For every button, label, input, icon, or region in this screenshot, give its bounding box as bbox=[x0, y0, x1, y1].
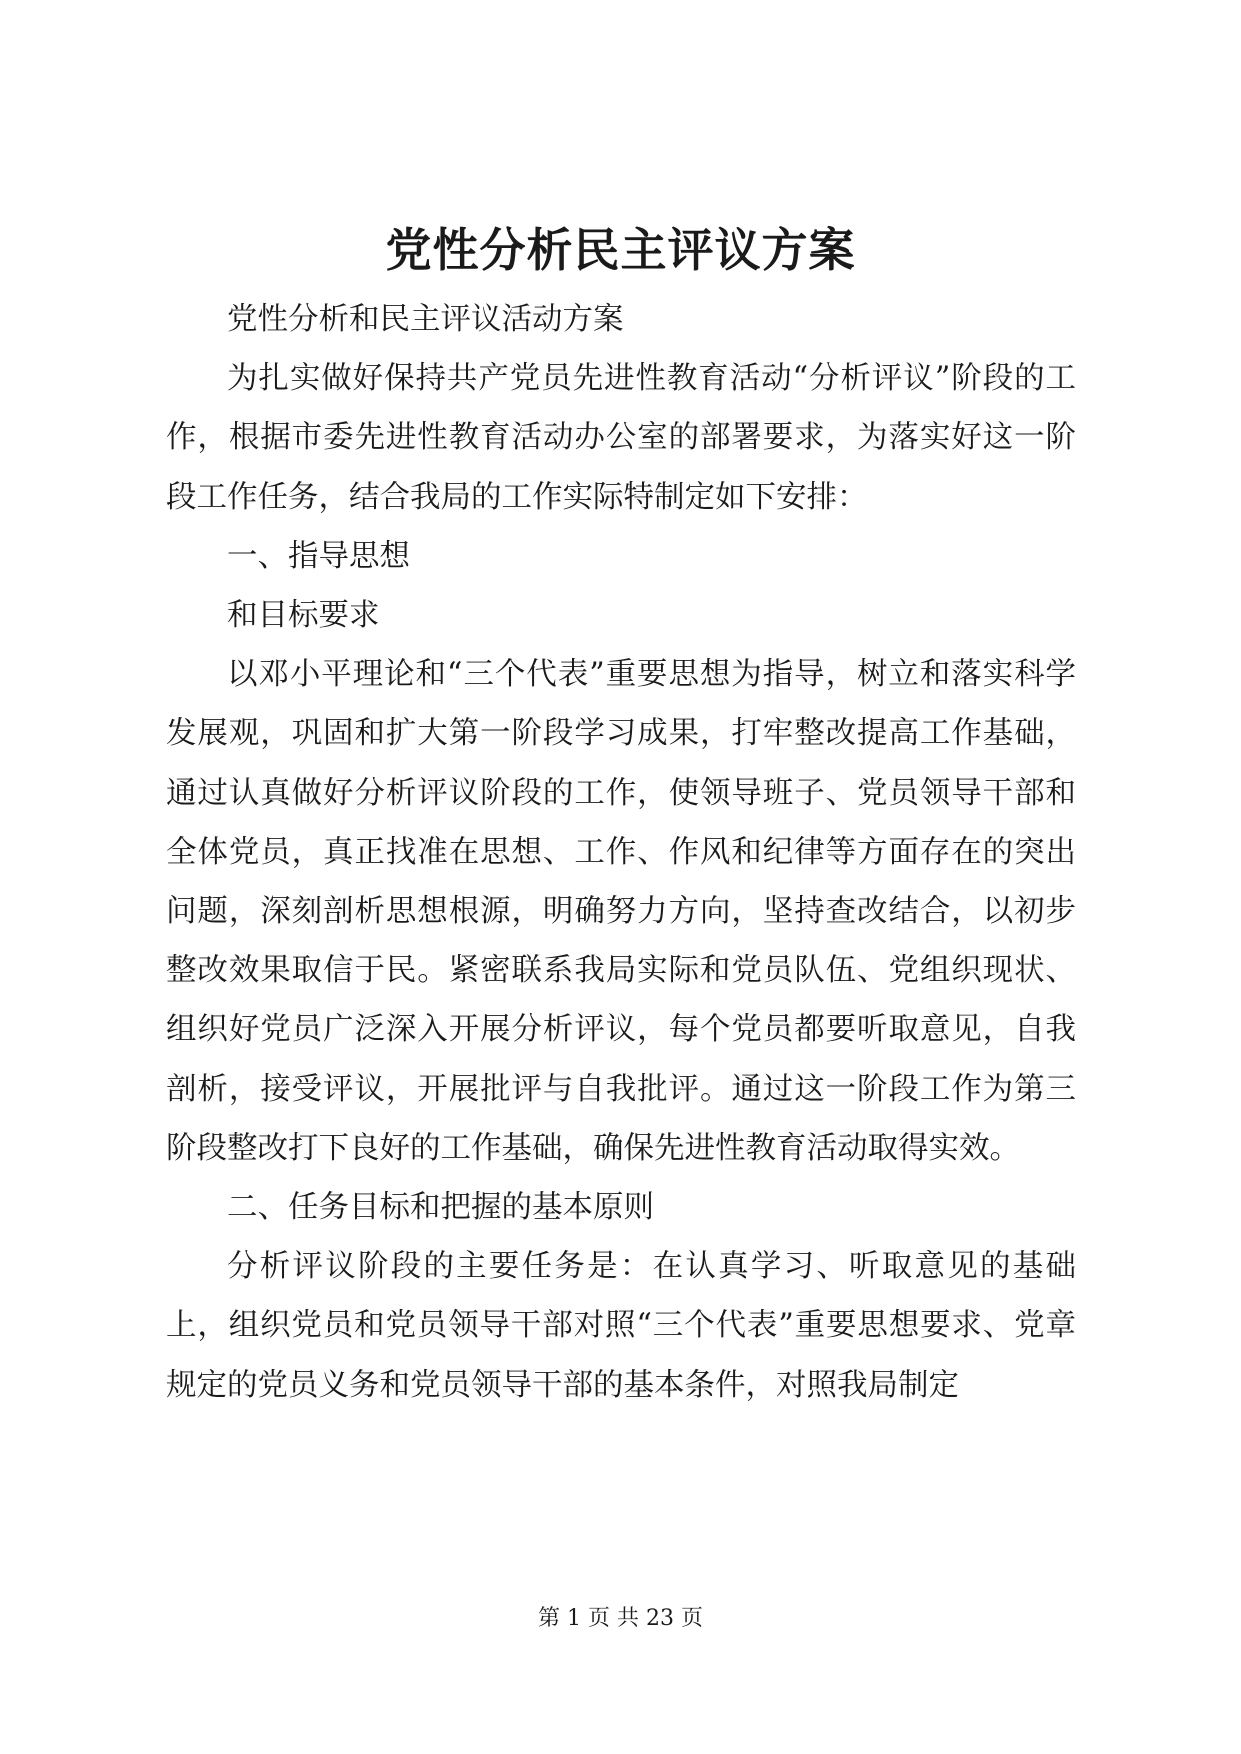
document-body bbox=[166, 290, 1076, 1415]
section-heading-1: 一、指导思想 bbox=[227, 538, 410, 574]
intro-paragraph: 为扎实做好保持共产党员先进性教育活动“分析评议”阶段的工作，根据市委先进性教育活动办公室的部署要求，为落实好这一阶段工作任务，结合我局的工作实际特制定如下安排： bbox=[166, 361, 1076, 515]
main-task-paragraph: 分析评议阶段的主要任务是：在认真学习、听取意见的基础上，组织党员和党员领导干部对照“三个代表”重要思想要求、党章规定的党员义务和党员领导干部的基本条件，对照我局制定 bbox=[166, 1249, 1076, 1403]
section-heading-1-continued: 和目标要求 bbox=[227, 598, 380, 634]
subtitle-paragraph: 党性分析和民主评议活动方案 bbox=[227, 302, 624, 337]
page-number-footer: 第 1 页 共 23 页 bbox=[538, 1606, 703, 1631]
section-heading-2: 二、任务目标和把握的基本原则 bbox=[227, 1190, 654, 1226]
document-title: 党性分析民主评议方案 bbox=[385, 223, 856, 277]
guiding-thought-paragraph: 以邓小平理论和“三个代表”重要思想为指导，树立和落实科学发展观，巩固和扩大第一阶段学习成果，打牢整改提高工作基础，通过认真做好分析评议阶段的工作，使领导班子、党员领导干部和全体党员，真正找准在思想、工作、作风和纪律等方面存在的突出问题，深刻剖析思想根源，明确努力方向，坚持查改结合，以初步整改效果取信于民。紧密联系我局实际和党员队伍、党组织现状、组织好党员广泛深入开展分析评议，每个党员都要听取意见，自我剖析，接受评议，开展批评与自我批评。通过这一阶段工作为第三阶段整改打下良好的工作基础，确保先进性教育活动取得实效。 bbox=[166, 657, 1076, 1166]
